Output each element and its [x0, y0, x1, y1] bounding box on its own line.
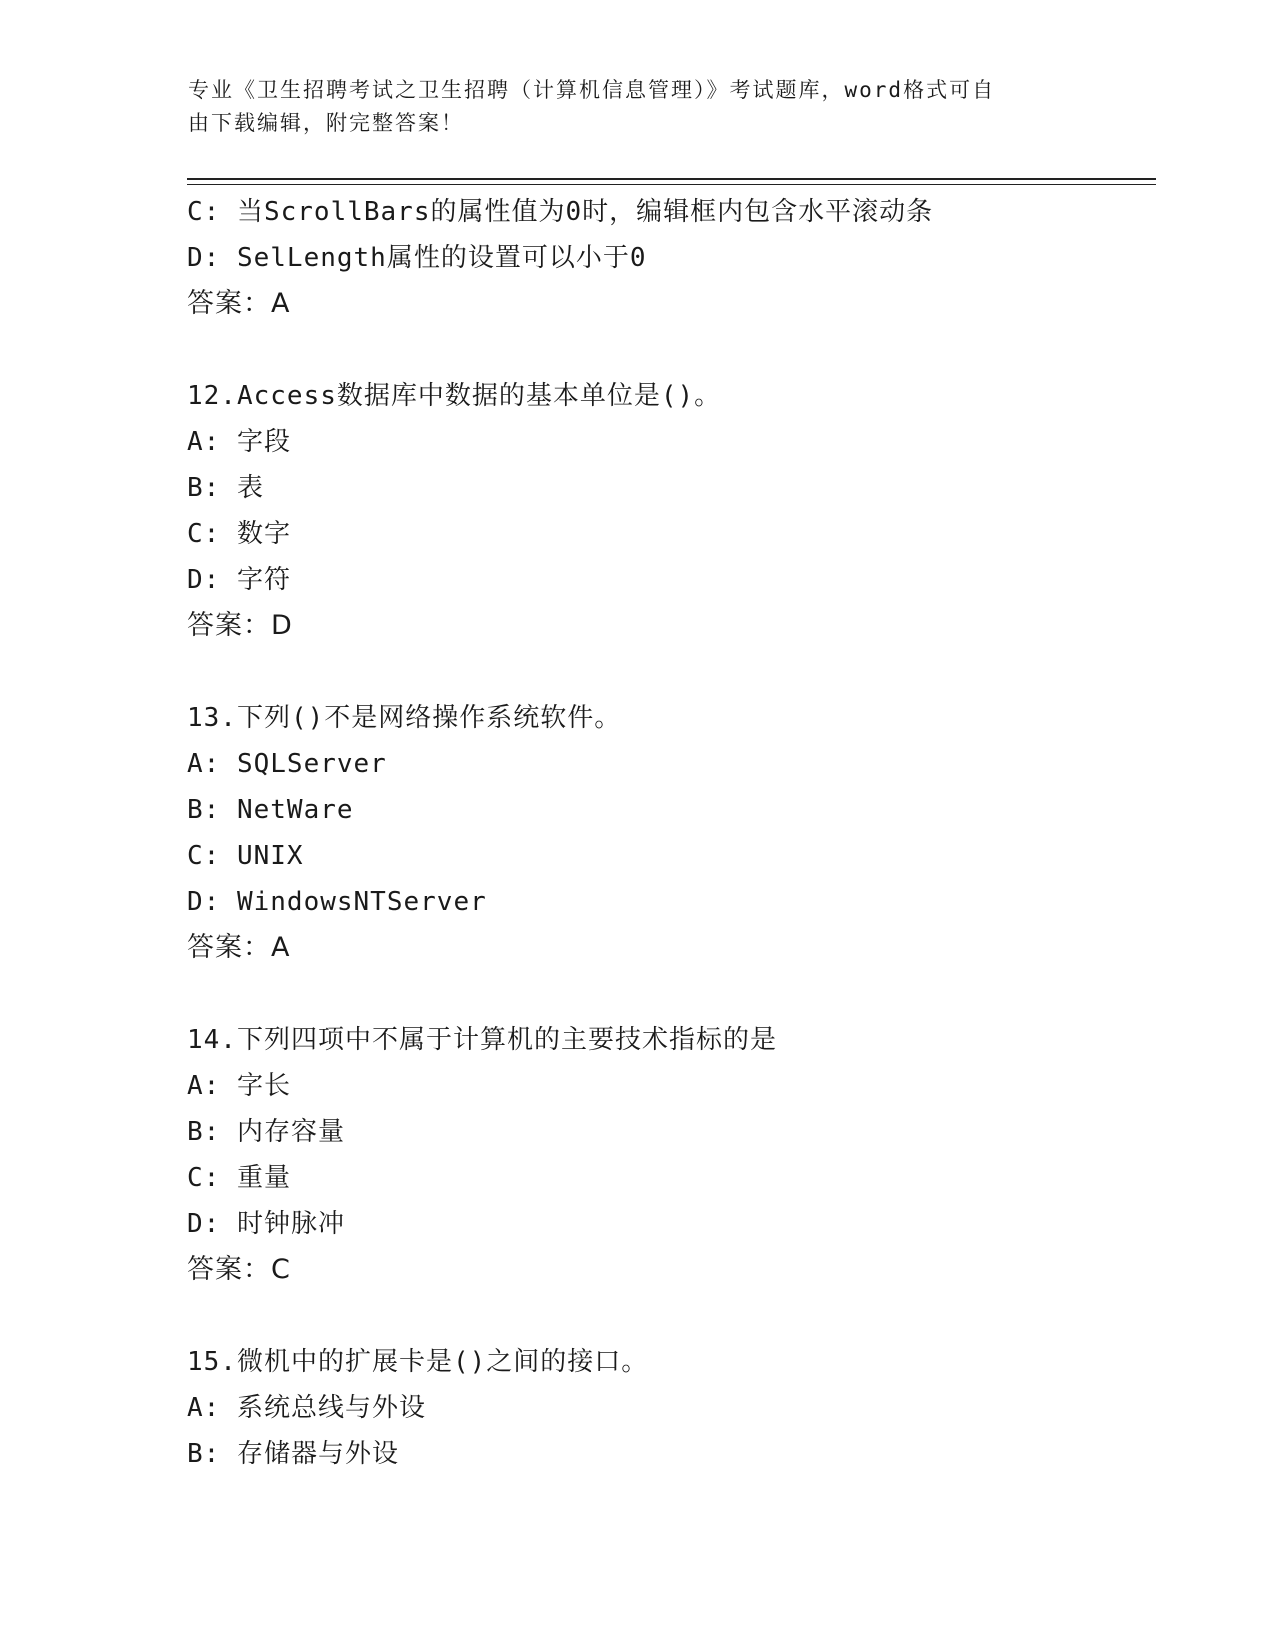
- question-12: [187, 373, 1187, 649]
- header-divider-thin: [187, 184, 1156, 185]
- header-divider-thick: [187, 178, 1156, 180]
- option-b: B: 存储器与外设: [187, 1439, 399, 1469]
- option-c: C: UNIX: [187, 841, 304, 871]
- question-text: 15.微机中的扩展卡是()之间的接口。: [187, 1347, 649, 1377]
- header-line-1: 专业《卫生招聘考试之卫生招聘（计算机信息管理）》考试题库，word格式可自: [188, 78, 996, 102]
- option-b: B: 表: [187, 473, 264, 503]
- question-text: 13.下列()不是网络操作系统软件。: [187, 703, 622, 733]
- spacer: [187, 971, 1187, 1017]
- option-d: D: 字符: [187, 565, 291, 595]
- answer-line: 答案：A: [187, 932, 291, 963]
- answer-line: 答案：A: [187, 288, 291, 319]
- answer-line: 答案：C: [187, 1254, 291, 1285]
- header-line-2: 由下载编辑，附完整答案！: [188, 111, 464, 135]
- option-d: D: 时钟脉冲: [187, 1209, 345, 1239]
- spacer: [187, 1293, 1187, 1339]
- spacer: [187, 649, 1187, 695]
- spacer: [187, 327, 1187, 373]
- option-d: D: SelLength属性的设置可以小于0: [187, 243, 647, 273]
- question-list: [187, 189, 1187, 1477]
- option-d: D: WindowsNTServer: [187, 887, 487, 917]
- option-c: C: 当ScrollBars的属性值为0时，编辑框内包含水平滚动条: [187, 197, 934, 227]
- question-13: [187, 695, 1187, 971]
- option-a: A: 系统总线与外设: [187, 1393, 426, 1423]
- question-14: [187, 1017, 1187, 1293]
- option-a: A: SQLServer: [187, 749, 387, 779]
- question-11: [187, 189, 1187, 327]
- option-b: B: 内存容量: [187, 1117, 345, 1147]
- question-text: 14.下列四项中不属于计算机的主要技术指标的是: [187, 1025, 777, 1055]
- option-a: A: 字段: [187, 427, 291, 457]
- document-header: [188, 74, 1078, 140]
- answer-line: 答案：D: [187, 610, 293, 641]
- option-a: A: 字长: [187, 1071, 291, 1101]
- option-c: C: 重量: [187, 1163, 291, 1193]
- option-b: B: NetWare: [187, 795, 354, 825]
- question-15: [187, 1339, 1187, 1477]
- option-c: C: 数字: [187, 519, 291, 549]
- question-text: 12.Access数据库中数据的基本单位是()。: [187, 381, 722, 411]
